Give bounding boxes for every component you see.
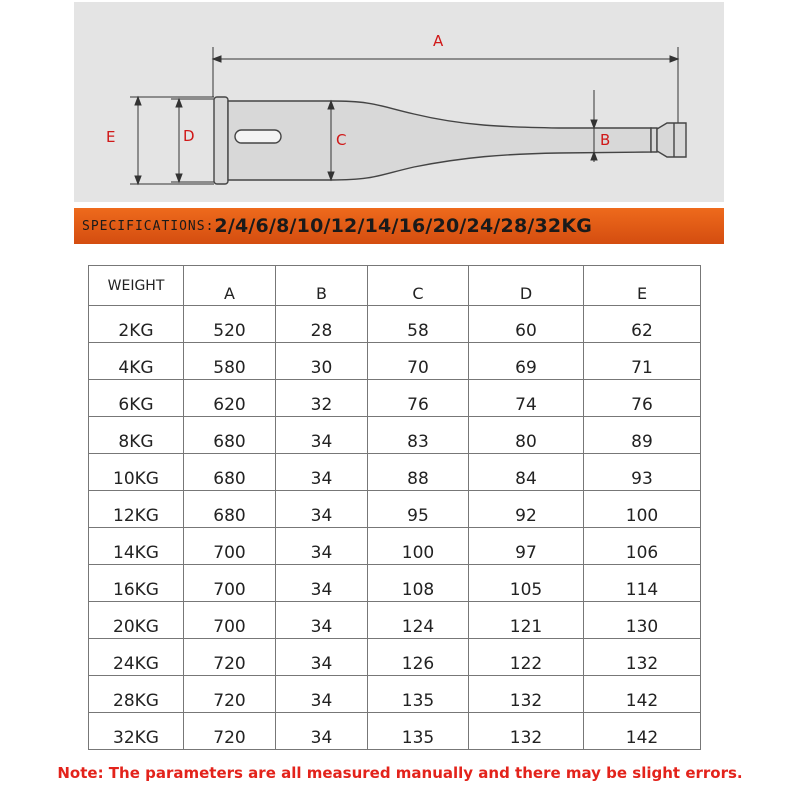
dimension-d-label: D [183,127,195,145]
table-row [89,602,701,639]
cell-d: 132 [469,713,584,750]
cell-b: 34 [276,417,368,454]
cell-e: 130 [584,602,701,639]
table-row [89,306,701,343]
header-e: E [584,266,701,306]
cell-a: 520 [184,306,276,343]
cell-d: 92 [469,491,584,528]
cell-a: 720 [184,676,276,713]
cell-b: 34 [276,639,368,676]
measurement-note: Note: The parameters are all measured manually and there may be slight errors. [57,764,743,782]
dimension-e-line [130,97,214,184]
cell-c: 88 [368,454,469,491]
specifications-weights: 2/4/6/8/10/12/14/16/20/24/28/32KG [214,215,593,237]
specifications-label: SPECIFICATIONS: [82,218,215,234]
cell-a: 720 [184,713,276,750]
header-a: A [184,266,276,306]
table-row [89,676,701,713]
cell-b: 34 [276,454,368,491]
dimension-a-label: A [433,32,444,50]
cell-c: 83 [368,417,469,454]
cell-c: 135 [368,713,469,750]
cell-weight: 24KG [89,639,184,676]
table-row [89,528,701,565]
table-body [89,306,701,750]
dimension-b-label: B [600,131,611,149]
cell-d: 84 [469,454,584,491]
cell-c: 100 [368,528,469,565]
cell-a: 700 [184,565,276,602]
cell-a: 620 [184,380,276,417]
cell-a: 720 [184,639,276,676]
specification-table [88,265,701,750]
table-row [89,454,701,491]
cell-b: 34 [276,713,368,750]
table-row [89,343,701,380]
table-row [89,417,701,454]
cell-b: 34 [276,528,368,565]
cell-b: 34 [276,491,368,528]
club-diagram [74,2,724,202]
cell-d: 132 [469,676,584,713]
cell-weight: 2KG [89,306,184,343]
cell-e: 62 [584,306,701,343]
cell-b: 34 [276,676,368,713]
cell-e: 142 [584,713,701,750]
cell-d: 97 [469,528,584,565]
table-row [89,639,701,676]
table-row [89,380,701,417]
table-row [89,565,701,602]
header-d: D [469,266,584,306]
cell-a: 680 [184,454,276,491]
table-row [89,713,701,750]
cell-d: 105 [469,565,584,602]
cell-weight: 6KG [89,380,184,417]
cell-e: 132 [584,639,701,676]
dimension-e-label: E [106,128,116,146]
header-c: C [368,266,469,306]
club-body [214,97,686,184]
cell-b: 30 [276,343,368,380]
cell-c: 108 [368,565,469,602]
cell-weight: 28KG [89,676,184,713]
cell-c: 95 [368,491,469,528]
cell-b: 28 [276,306,368,343]
cell-c: 126 [368,639,469,676]
cell-c: 70 [368,343,469,380]
cell-a: 680 [184,417,276,454]
cell-weight: 4KG [89,343,184,380]
table-header-row [89,266,701,306]
cell-d: 60 [469,306,584,343]
cell-c: 135 [368,676,469,713]
club-outline-drawing [74,2,724,202]
cell-c: 58 [368,306,469,343]
cell-a: 580 [184,343,276,380]
cell-e: 89 [584,417,701,454]
cell-e: 71 [584,343,701,380]
cell-e: 100 [584,491,701,528]
cell-c: 76 [368,380,469,417]
specifications-banner [74,208,724,244]
cell-e: 76 [584,380,701,417]
cell-b: 34 [276,602,368,639]
cell-d: 121 [469,602,584,639]
cell-weight: 12KG [89,491,184,528]
cell-e: 93 [584,454,701,491]
table-row [89,491,701,528]
cell-b: 34 [276,565,368,602]
cell-a: 700 [184,528,276,565]
cell-b: 32 [276,380,368,417]
header-b: B [276,266,368,306]
cell-d: 80 [469,417,584,454]
cell-d: 74 [469,380,584,417]
cell-weight: 10KG [89,454,184,491]
cell-weight: 20KG [89,602,184,639]
cell-a: 700 [184,602,276,639]
dimension-c-label: C [336,131,347,149]
cell-e: 114 [584,565,701,602]
cell-weight: 32KG [89,713,184,750]
cell-weight: 16KG [89,565,184,602]
cell-a: 680 [184,491,276,528]
cell-c: 124 [368,602,469,639]
cell-d: 122 [469,639,584,676]
cell-d: 69 [469,343,584,380]
cell-e: 142 [584,676,701,713]
cell-weight: 14KG [89,528,184,565]
header-weight: WEIGHT [89,266,184,306]
cell-weight: 8KG [89,417,184,454]
cell-e: 106 [584,528,701,565]
